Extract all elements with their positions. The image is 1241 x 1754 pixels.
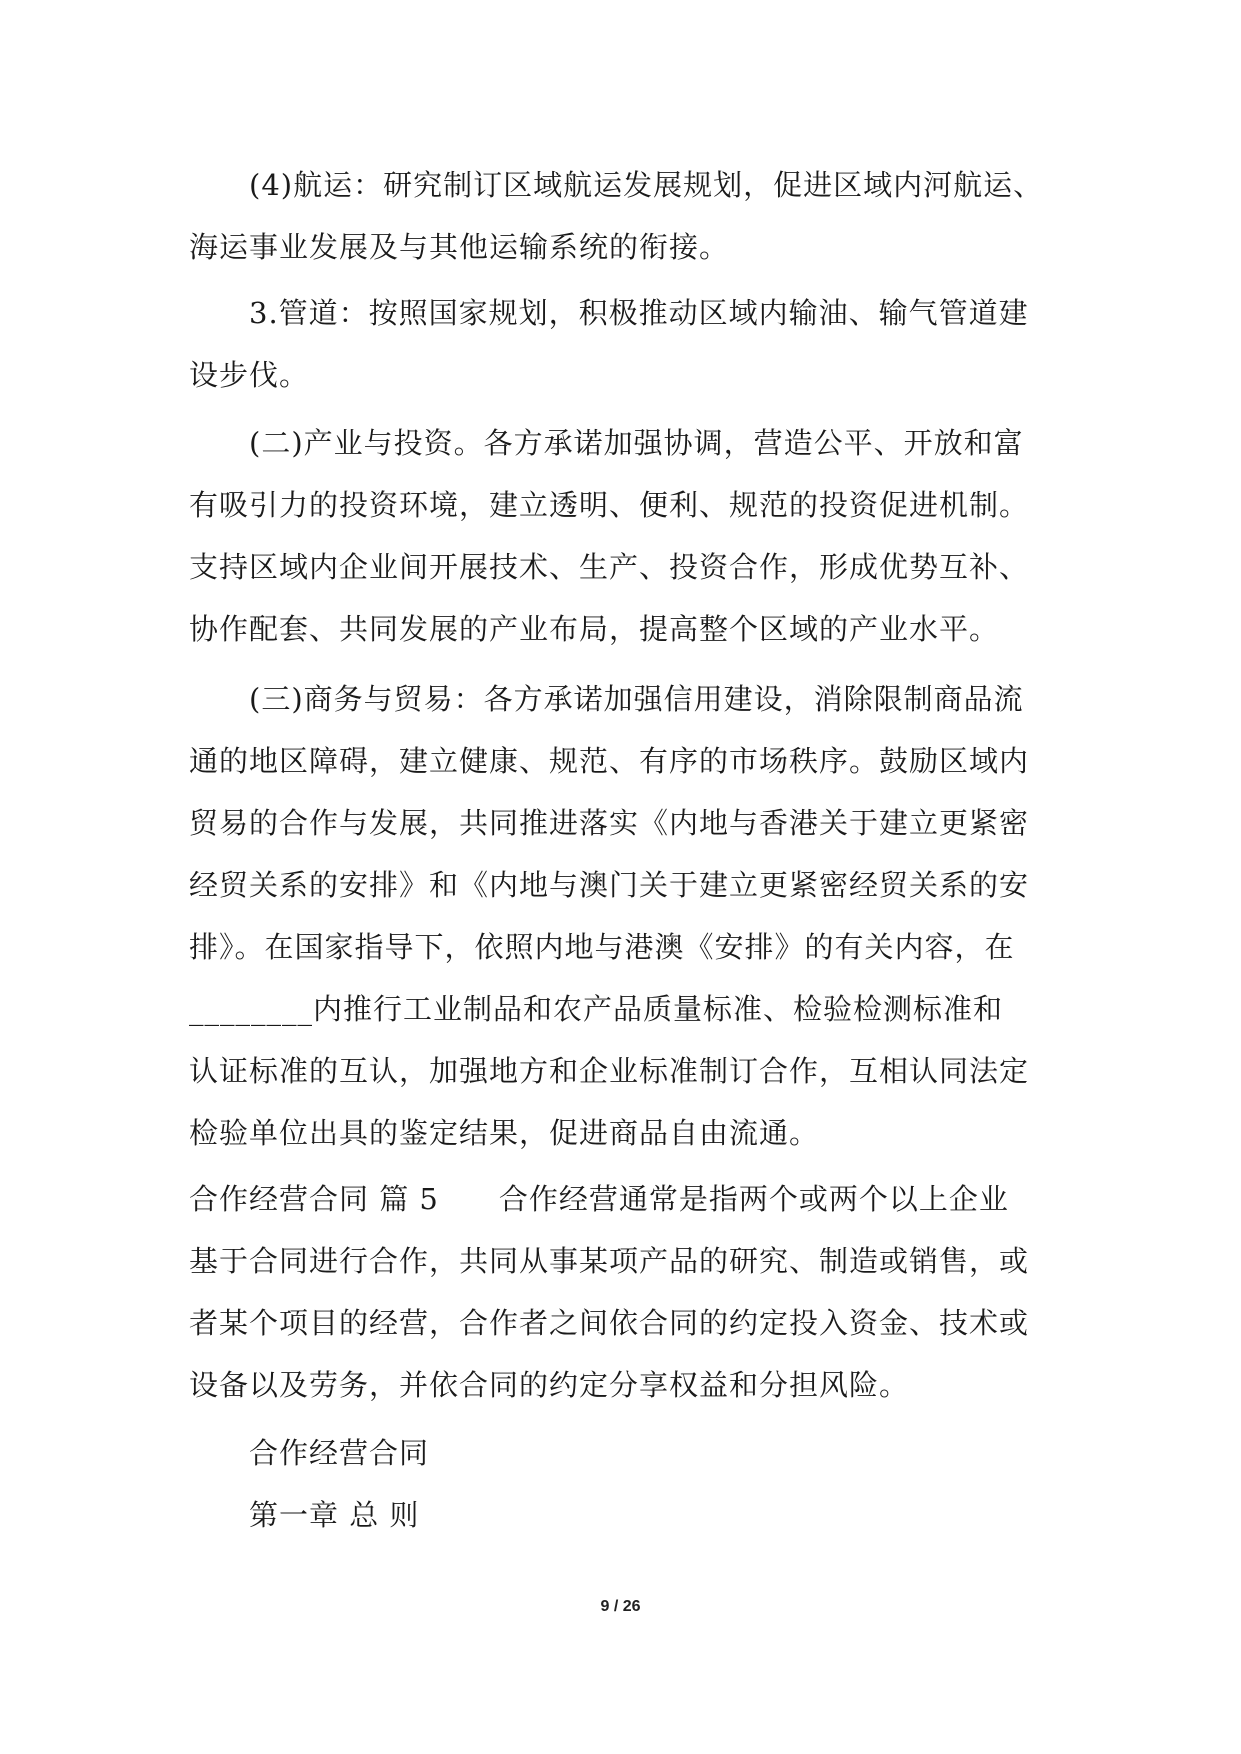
contract-title: 合作经营合同 xyxy=(249,1436,430,1470)
page-number: 9 / 26 xyxy=(600,1598,641,1615)
section-heading: 合作经营合同 篇 5 xyxy=(189,1182,439,1216)
text-line: 设备以及劳务，并依合同的约定分享权益和分担风险。 xyxy=(189,1368,910,1402)
contract-title-block xyxy=(189,1422,1059,1546)
text-line: 贸易的合作与发展，共同推进落实《内地与香港关于建立更紧密 xyxy=(189,806,1030,840)
text-line: 认证标准的互认，加强地方和企业标准制订合作，互相认同法定 xyxy=(189,1054,1030,1088)
text-line: (二)产业与投资。各方承诺加强协调，营造公平、开放和富 xyxy=(249,426,1024,460)
text-line: ________内推行工业制品和农产品质量标准、检验检测标准和 xyxy=(189,992,1004,1026)
text-line: 协作配套、共同发展的产业布局，提高整个区域的产业水平。 xyxy=(189,612,1000,646)
text-line: (三)商务与贸易：各方承诺加强信用建设，消除限制商品流 xyxy=(249,682,1024,716)
text-line: 3.管道：按照国家规划，积极推动区域内输油、输气管道建 xyxy=(249,296,1029,330)
text-line: 通的地区障碍，建立健康、规范、有序的市场秩序。鼓励区域内 xyxy=(189,744,1030,778)
text-line: 有吸引力的投资环境，建立透明、便利、规范的投资促进机制。 xyxy=(189,488,1030,522)
text-line: 设步伐。 xyxy=(189,358,310,392)
text-line: 排》。在国家指导下，依照内地与港澳《安排》的有关内容，在 xyxy=(189,930,1015,964)
text-line: 海运事业发展及与其他运输系统的衔接。 xyxy=(189,230,730,264)
section-heading-line xyxy=(189,1168,1059,1230)
text-line: 检验单位出具的鉴定结果，促进商品自由流通。 xyxy=(189,1116,820,1150)
text-line: 基于合同进行合作，共同从事某项产品的研究、制造或销售，或 xyxy=(189,1244,1030,1278)
paragraph-commerce-trade xyxy=(189,668,1059,1164)
section-first-line: 合作经营通常是指两个或两个以上企业 xyxy=(498,1182,1009,1216)
paragraph-industry-investment xyxy=(189,412,1059,660)
paragraph-shipping xyxy=(189,154,1059,278)
section-cooperation-contract xyxy=(189,1168,1059,1416)
text-line: (4)航运：研究制订区域航运发展规划，促进区域内河航运、 xyxy=(249,168,1044,202)
paragraph-pipeline xyxy=(189,282,1059,406)
text-line: 经贸关系的安排》和《内地与澳门关于建立更紧密经贸关系的安 xyxy=(189,868,1030,902)
text-line: 支持区域内企业间开展技术、生产、投资合作，形成优势互补、 xyxy=(189,550,1030,584)
chapter-heading: 第一章 总 则 xyxy=(249,1498,420,1532)
text-line: 者某个项目的经营，合作者之间依合同的约定投入资金、技术或 xyxy=(189,1306,1030,1340)
